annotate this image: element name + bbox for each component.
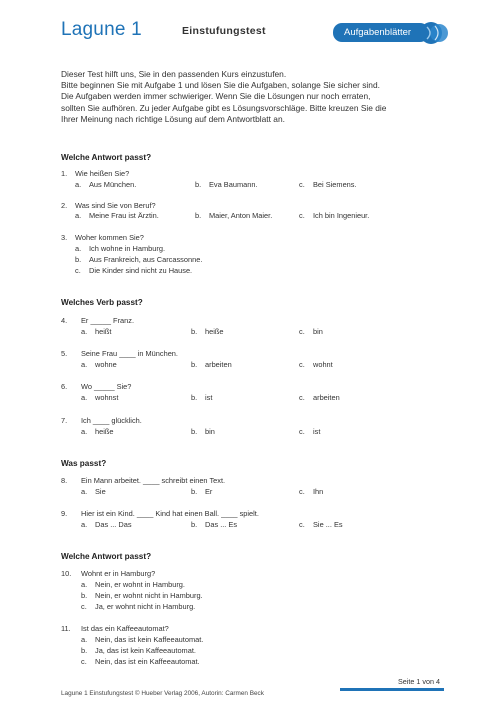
question-text: Woher kommen Sie?	[75, 233, 144, 242]
option-letter: c.	[81, 657, 87, 666]
option-letter: a.	[81, 520, 88, 529]
option-letter: b.	[191, 487, 198, 496]
option-a	[81, 360, 117, 369]
option-text: Er	[205, 487, 213, 496]
section-heading: Welche Antwort passt?	[61, 153, 152, 162]
option-letter: b.	[191, 427, 198, 436]
option-letter: c.	[81, 602, 87, 611]
option-text: heißt	[95, 327, 112, 336]
option-letter: b.	[81, 646, 88, 655]
option-text: Ich wohne in Hamburg.	[89, 244, 165, 253]
intro-line: Die Aufgaben werden immer schwieriger. Wenn Sie die Lösungen nur noch erraten,	[61, 91, 371, 102]
question-number: 3.	[61, 233, 68, 242]
option-letter: c.	[299, 327, 305, 336]
option-letter: b.	[195, 211, 202, 220]
option-text: Nein, das ist ein Kaffeeautomat.	[95, 657, 200, 666]
option-letter: c.	[299, 427, 305, 436]
option-text: bin	[205, 427, 215, 436]
option-text: Eva Baumann.	[209, 180, 258, 189]
option-letter: a.	[81, 487, 88, 496]
option-text: Nein, er wohnt nicht in Hamburg.	[95, 591, 203, 600]
option-letter: b.	[195, 180, 202, 189]
intro-line: sollten Sie aufhören. Zu jeder Aufgabe gibt es Lösungsvorschläge. Bitte kreuzen Sie die	[61, 102, 387, 113]
option-c	[299, 211, 369, 220]
option-letter: a.	[81, 427, 88, 436]
question-number: 9.	[61, 509, 68, 518]
option-c	[299, 180, 357, 189]
option-text: Aus Frankreich, aus Carcassonne.	[89, 255, 203, 264]
option-text: Maier, Anton Maier.	[209, 211, 273, 220]
option-c	[81, 602, 195, 611]
section-heading: Was passt?	[61, 459, 107, 468]
option-text: Sie	[95, 487, 106, 496]
page-header	[0, 0, 504, 48]
footer-rule	[340, 688, 444, 691]
document-title: Einstufungstest	[182, 25, 266, 37]
option-c	[299, 427, 320, 436]
option-c	[299, 327, 323, 336]
option-text: Die Kinder sind nicht zu Hause.	[89, 266, 193, 275]
option-c	[299, 393, 340, 402]
option-a	[81, 487, 106, 496]
tab-decoration-icon	[417, 19, 449, 47]
option-a	[81, 635, 203, 644]
option-text: wohnt	[313, 360, 333, 369]
option-letter: a.	[81, 635, 88, 644]
question-text: Hier ist ein Kind. ____ Kind hat einen Ball. ____ spielt.	[81, 509, 259, 518]
option-text: wohne	[95, 360, 117, 369]
brand-title: Lagune 1	[61, 19, 142, 40]
option-b	[81, 646, 196, 655]
option-text: Ihn	[313, 487, 324, 496]
option-a	[75, 180, 136, 189]
question-number: 10.	[61, 569, 72, 578]
option-text: Nein, er wohnt in Hamburg.	[95, 580, 185, 589]
copyright-notice: Lagune 1 Einstufungstest © Hueber Verlag 2006, Autorin: Carmen Beck	[61, 690, 264, 697]
option-text: wohnst	[95, 393, 119, 402]
option-letter: b.	[191, 327, 198, 336]
page-number: Seite 1 von 4	[398, 677, 440, 686]
option-a	[81, 327, 111, 336]
question-number: 5.	[61, 349, 68, 358]
option-letter: a.	[81, 327, 88, 336]
option-letter: a.	[81, 393, 88, 402]
option-b	[191, 520, 237, 529]
question-text: Ist das ein Kaffeeautomat?	[81, 624, 169, 633]
option-b	[75, 255, 202, 264]
question-number: 6.	[61, 382, 68, 391]
option-text: Ja, er wohnt nicht in Hamburg.	[95, 602, 196, 611]
option-letter: b.	[191, 520, 198, 529]
option-text: arbeiten	[205, 360, 232, 369]
option-letter: b.	[191, 393, 198, 402]
question-text: Was sind Sie von Beruf?	[75, 201, 156, 210]
question-number: 11.	[61, 624, 71, 633]
option-b	[195, 180, 257, 189]
question-text: Wohnt er in Hamburg?	[81, 569, 156, 578]
option-text: Ja, das ist kein Kaffeeautomat.	[95, 646, 196, 655]
option-text: Ich bin Ingenieur.	[313, 211, 370, 220]
option-b	[195, 211, 272, 220]
option-a	[81, 520, 132, 529]
intro-line: Ihrer Meinung nach richtige Lösung auf dem Antwortblatt an.	[61, 113, 285, 124]
option-letter: a.	[81, 580, 88, 589]
option-b	[81, 591, 203, 600]
option-text: Bei Siemens.	[313, 180, 357, 189]
option-text: Sie ... Es	[313, 520, 343, 529]
question-text: Wie heißen Sie?	[75, 169, 130, 178]
option-letter: c.	[75, 266, 81, 275]
option-letter: c.	[299, 211, 305, 220]
option-text: heiße	[95, 427, 114, 436]
option-letter: b.	[75, 255, 82, 264]
option-letter: a.	[75, 244, 82, 253]
question-number: 1.	[61, 169, 68, 178]
option-text: Das ... Es	[205, 520, 238, 529]
option-b	[191, 327, 224, 336]
option-a	[75, 244, 165, 253]
question-number: 4.	[61, 316, 68, 325]
option-text: ist	[313, 427, 321, 436]
section-heading: Welches Verb passt?	[61, 298, 143, 307]
intro-text	[61, 69, 441, 125]
question-text: Ich ____ glücklich.	[81, 416, 142, 425]
option-a	[81, 580, 185, 589]
option-c	[81, 657, 200, 666]
option-c	[75, 266, 192, 275]
option-a	[75, 211, 159, 220]
option-letter: c.	[299, 520, 305, 529]
intro-line: Dieser Test hilft uns, Sie in den passenden Kurs einzustufen.	[61, 69, 287, 79]
option-a	[81, 393, 118, 402]
option-c	[299, 520, 343, 529]
question-number: 8.	[61, 476, 68, 485]
option-text: Das ... Das	[95, 520, 132, 529]
question-text: Er _____ Franz.	[81, 316, 134, 325]
option-text: ist	[205, 393, 213, 402]
question-number: 2.	[61, 201, 68, 210]
question-text: Wo _____ Sie?	[81, 382, 132, 391]
option-b	[191, 427, 215, 436]
option-c	[299, 487, 323, 496]
option-letter: b.	[191, 360, 198, 369]
option-text: Meine Frau ist Ärztin.	[89, 211, 159, 220]
option-letter: c.	[299, 487, 305, 496]
option-letter: b.	[81, 591, 88, 600]
intro-line: Bitte beginnen Sie mit Aufgabe 1 und lösen Sie die Aufgaben, solange Sie sicher sind.	[61, 80, 380, 91]
option-b	[191, 393, 212, 402]
option-letter: c.	[299, 360, 305, 369]
option-text: arbeiten	[313, 393, 340, 402]
option-text: Aus München.	[89, 180, 137, 189]
section-tab: Aufgabenblätter	[333, 23, 429, 42]
question-number: 7.	[61, 416, 68, 425]
option-b	[191, 360, 232, 369]
option-b	[191, 487, 212, 496]
option-letter: a.	[75, 211, 82, 220]
option-letter: c.	[299, 180, 305, 189]
question-text: Seine Frau ____ in München.	[81, 349, 178, 358]
option-letter: c.	[299, 393, 305, 402]
section-heading: Welche Antwort passt?	[61, 552, 152, 561]
option-a	[81, 427, 114, 436]
option-c	[299, 360, 333, 369]
option-letter: a.	[81, 360, 88, 369]
option-text: bin	[313, 327, 323, 336]
option-letter: a.	[75, 180, 82, 189]
question-text: Ein Mann arbeitet. ____ schreibt einen Text.	[81, 476, 226, 485]
option-text: Nein, das ist kein Kaffeeautomat.	[95, 635, 204, 644]
option-text: heiße	[205, 327, 224, 336]
